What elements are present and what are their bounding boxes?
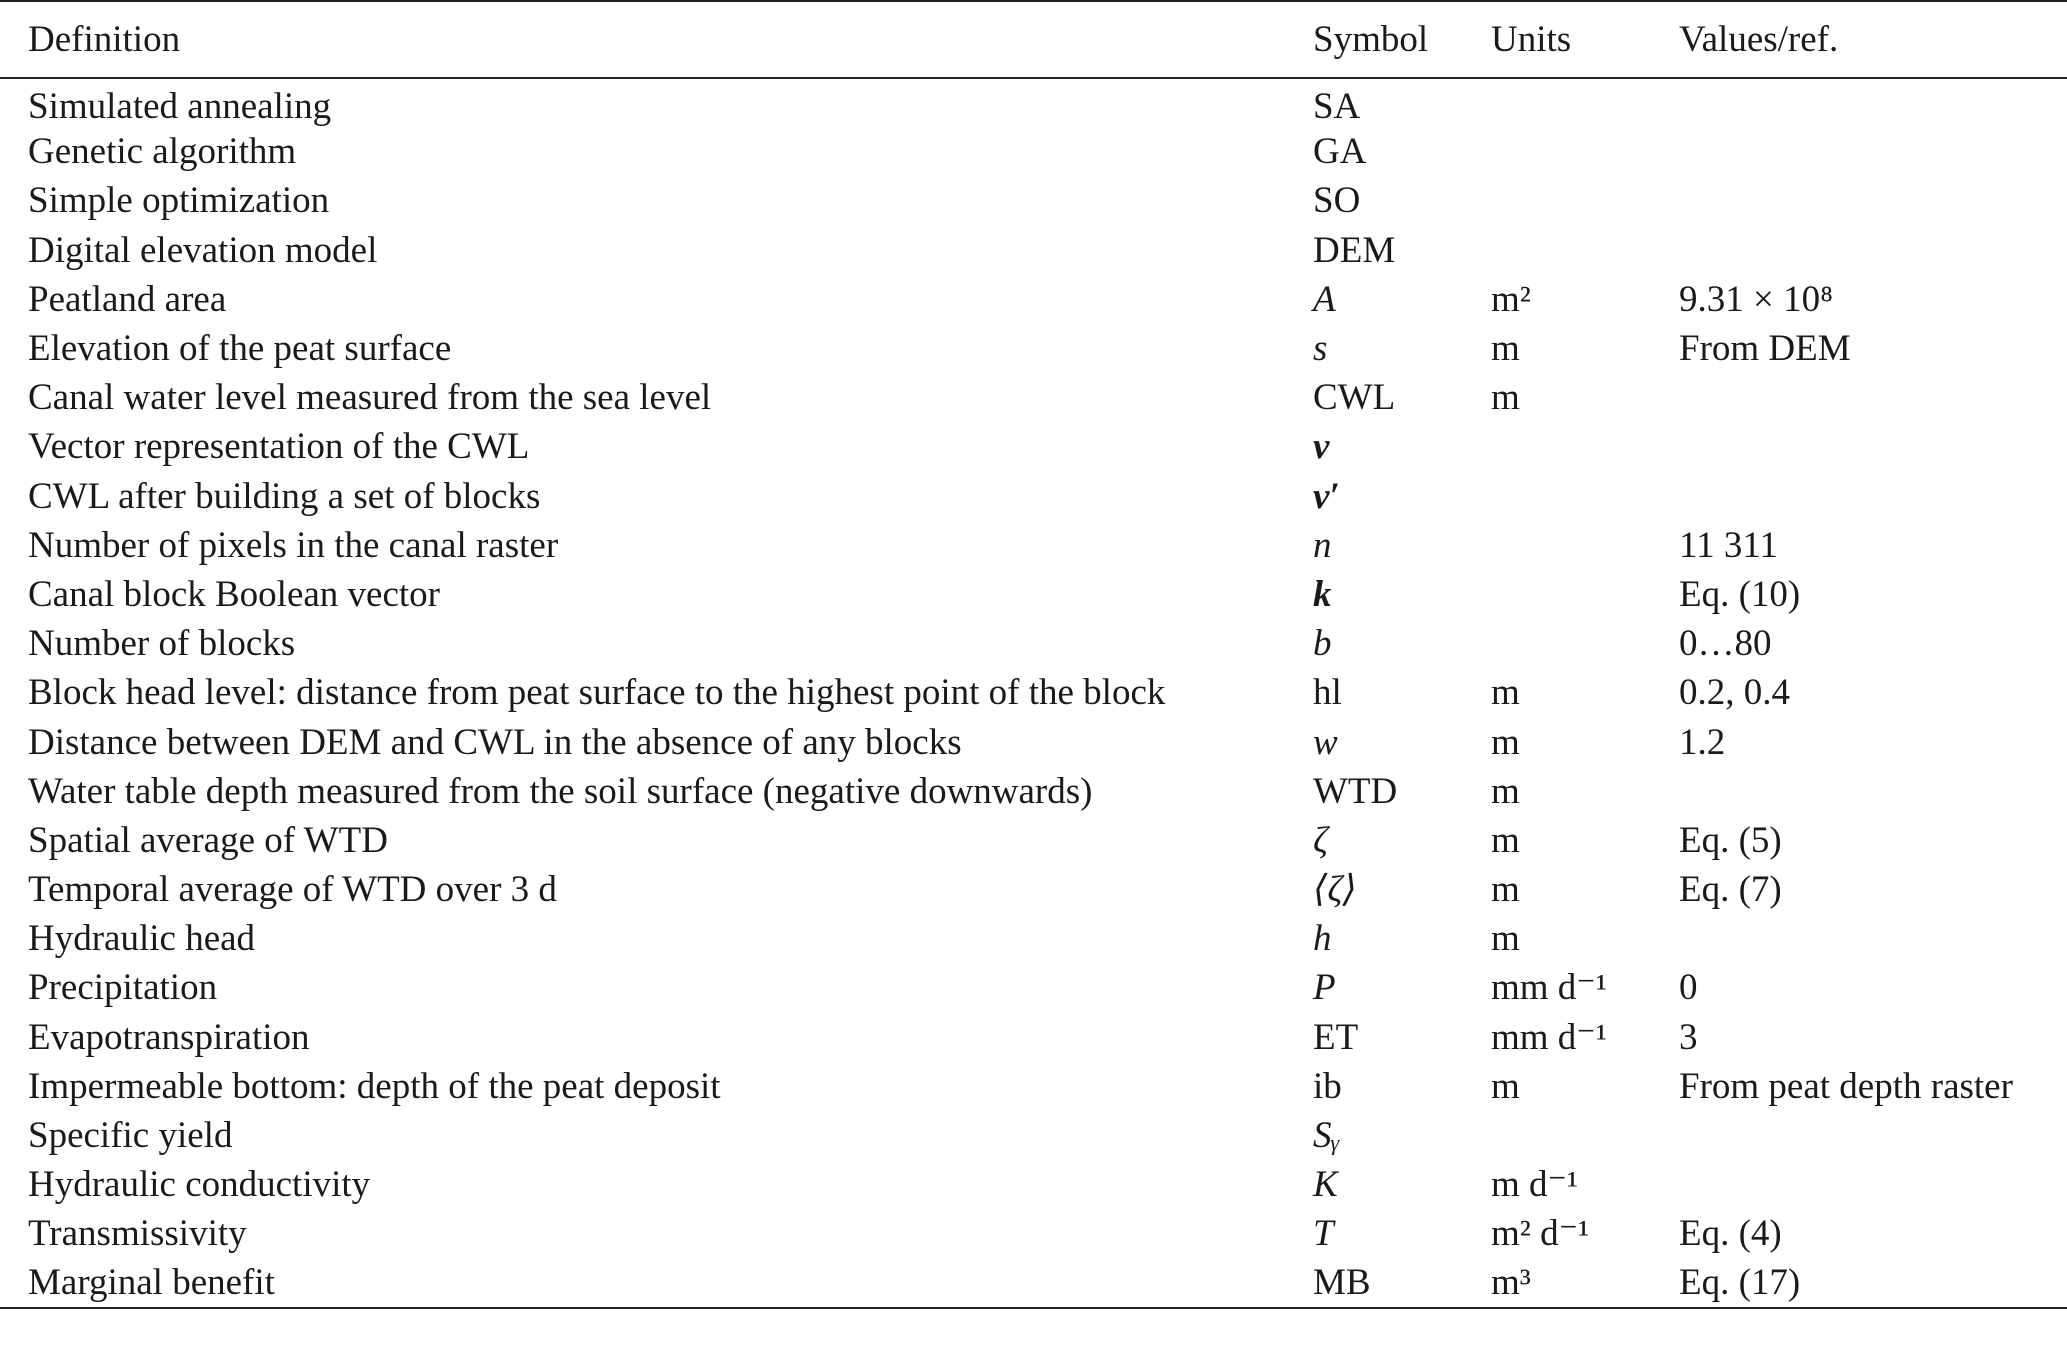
cell-units xyxy=(1491,226,1679,275)
cell-units: m xyxy=(1491,819,1520,861)
cell-definition: Transmissivity xyxy=(28,1213,247,1255)
table-row xyxy=(0,1013,2067,1062)
cell-units: m xyxy=(1491,1065,1520,1107)
table-row xyxy=(0,717,2067,766)
cell-symbol: s xyxy=(1313,328,1328,370)
cell-definition: Hydraulic head xyxy=(28,918,256,960)
cell-symbol: CWL xyxy=(1313,377,1396,419)
table-row xyxy=(0,226,2067,275)
cell-definition: Water table depth measured from the soil surface (negative downwards) xyxy=(28,770,1093,812)
cell-definition: Simulated annealing xyxy=(28,85,332,127)
cell-units: m xyxy=(1491,328,1520,370)
cell-units xyxy=(1491,176,1679,225)
table-header xyxy=(0,1,2067,78)
cell-symbol: K xyxy=(1313,1164,1338,1206)
cell-symbol: b xyxy=(1313,623,1332,665)
cell-symbol: ET xyxy=(1313,1016,1359,1058)
table-row xyxy=(0,865,2067,914)
header-symbol: Symbol xyxy=(1313,19,1429,60)
cell-values xyxy=(1679,914,2067,963)
cell-definition: Spatial average of WTD xyxy=(28,819,388,861)
cell-values: Eq. (7) xyxy=(1679,869,1782,911)
cell-units xyxy=(1491,619,1679,668)
table-row xyxy=(0,619,2067,668)
table-row xyxy=(0,275,2067,324)
table-body xyxy=(0,78,2067,1308)
cell-definition: Block head level: distance from peat surface to the highest point of the block xyxy=(28,672,1166,714)
cell-symbol: WTD xyxy=(1313,770,1398,812)
cell-values: 11 311 xyxy=(1679,524,1779,566)
cell-symbol: v′ xyxy=(1313,475,1340,517)
cell-values xyxy=(1679,1111,2067,1160)
cell-definition: Precipitation xyxy=(28,967,218,1009)
table-row xyxy=(0,373,2067,422)
cell-units: m² xyxy=(1491,278,1531,320)
table-row xyxy=(0,472,2067,521)
cell-definition: Marginal benefit xyxy=(28,1262,275,1304)
cell-units: m xyxy=(1491,721,1520,763)
cell-units: m xyxy=(1491,770,1520,812)
cell-values: Eq. (17) xyxy=(1679,1262,1801,1304)
table-row xyxy=(0,1259,2067,1308)
cell-units xyxy=(1491,570,1679,619)
cell-values: From DEM xyxy=(1679,328,1851,370)
cell-symbol: k xyxy=(1313,573,1332,615)
table-row xyxy=(0,1209,2067,1258)
cell-values: Eq. (4) xyxy=(1679,1213,1782,1255)
cell-definition: Genetic algorithm xyxy=(28,131,297,173)
cell-values: 0.2, 0.4 xyxy=(1679,672,1790,714)
table-row xyxy=(0,324,2067,373)
cell-values: Eq. (10) xyxy=(1679,573,1801,615)
table-row xyxy=(0,78,2067,127)
cell-values xyxy=(1679,767,2067,816)
cell-values: 0 xyxy=(1679,967,1698,1009)
cell-units xyxy=(1491,422,1679,471)
cell-units xyxy=(1491,521,1679,570)
table-row xyxy=(0,521,2067,570)
cell-definition: Digital elevation model xyxy=(28,229,378,271)
table-row xyxy=(0,127,2067,176)
table-row xyxy=(0,963,2067,1012)
cell-values xyxy=(1679,226,2067,275)
cell-values: 1.2 xyxy=(1679,721,1726,763)
cell-values xyxy=(1679,176,2067,225)
cell-symbol: ib xyxy=(1313,1065,1342,1107)
cell-definition: Canal block Boolean vector xyxy=(28,573,441,615)
cell-definition: Hydraulic conductivity xyxy=(28,1164,371,1206)
cell-symbol: P xyxy=(1313,967,1336,1009)
cell-symbol: n xyxy=(1313,524,1332,566)
cell-values xyxy=(1679,1160,2067,1209)
cell-definition: Distance between DEM and CWL in the absence of any blocks xyxy=(28,721,962,763)
cell-symbol: DEM xyxy=(1313,229,1396,271)
table-row xyxy=(0,176,2067,225)
table-row xyxy=(0,1160,2067,1209)
cell-definition: Number of blocks xyxy=(28,623,296,665)
cell-values: 9.31 × 10⁸ xyxy=(1679,278,1834,320)
cell-units xyxy=(1491,78,1679,127)
cell-values: 3 xyxy=(1679,1016,1698,1058)
table-row xyxy=(0,668,2067,717)
cell-units: m xyxy=(1491,918,1520,960)
cell-values xyxy=(1679,78,2067,127)
cell-symbol: A xyxy=(1313,278,1336,320)
cell-symbol: Sᵧ xyxy=(1313,1115,1341,1157)
cell-values: Eq. (5) xyxy=(1679,819,1782,861)
table-row xyxy=(0,914,2067,963)
cell-definition: Simple optimization xyxy=(28,180,330,222)
table-row xyxy=(0,816,2067,865)
cell-symbol: ζ xyxy=(1313,819,1328,861)
cell-definition: Canal water level measured from the sea level xyxy=(28,377,712,419)
cell-values xyxy=(1679,472,2067,521)
cell-symbol: SA xyxy=(1313,85,1361,127)
cell-units: m³ xyxy=(1491,1262,1531,1304)
cell-symbol: hl xyxy=(1313,672,1342,714)
header-values: Values/ref. xyxy=(1679,19,1839,60)
cell-symbol: h xyxy=(1313,918,1332,960)
cell-values xyxy=(1679,127,2067,176)
table-row xyxy=(0,422,2067,471)
table-row xyxy=(0,1062,2067,1111)
cell-symbol: w xyxy=(1313,721,1338,763)
cell-units xyxy=(1491,472,1679,521)
table-row xyxy=(0,767,2067,816)
cell-symbol: SO xyxy=(1313,180,1361,222)
cell-units: mm d⁻¹ xyxy=(1491,967,1607,1009)
cell-definition: Impermeable bottom: depth of the peat deposit xyxy=(28,1065,721,1107)
cell-units xyxy=(1491,127,1679,176)
cell-definition: CWL after building a set of blocks xyxy=(28,475,541,517)
cell-units: m xyxy=(1491,377,1520,419)
cell-values: From peat depth raster xyxy=(1679,1065,2013,1107)
cell-symbol: v xyxy=(1313,426,1330,468)
cell-values xyxy=(1679,422,2067,471)
cell-units: m d⁻¹ xyxy=(1491,1164,1579,1206)
cell-definition: Elevation of the peat surface xyxy=(28,328,452,370)
cell-units xyxy=(1491,1111,1679,1160)
cell-units: m xyxy=(1491,869,1520,911)
cell-definition: Specific yield xyxy=(28,1115,233,1157)
header-row xyxy=(0,1,2067,78)
cell-values xyxy=(1679,373,2067,422)
table-row xyxy=(0,570,2067,619)
cell-definition: Evapotranspiration xyxy=(28,1016,310,1058)
cell-definition: Peatland area xyxy=(28,278,227,320)
cell-values: 0…80 xyxy=(1679,623,1772,665)
cell-units: m xyxy=(1491,672,1520,714)
cell-definition: Vector representation of the CWL xyxy=(28,426,530,468)
cell-symbol: ⟨ζ⟩ xyxy=(1313,869,1357,911)
header-units: Units xyxy=(1491,19,1572,60)
cell-symbol: MB xyxy=(1313,1262,1371,1304)
header-definition: Definition xyxy=(28,19,181,60)
cell-definition: Temporal average of WTD over 3 d xyxy=(28,869,557,911)
cell-units: m² d⁻¹ xyxy=(1491,1213,1590,1255)
cell-units: mm d⁻¹ xyxy=(1491,1016,1607,1058)
cell-symbol: T xyxy=(1313,1213,1334,1255)
table-row xyxy=(0,1111,2067,1160)
cell-symbol: GA xyxy=(1313,131,1367,173)
cell-definition: Number of pixels in the canal raster xyxy=(28,524,559,566)
